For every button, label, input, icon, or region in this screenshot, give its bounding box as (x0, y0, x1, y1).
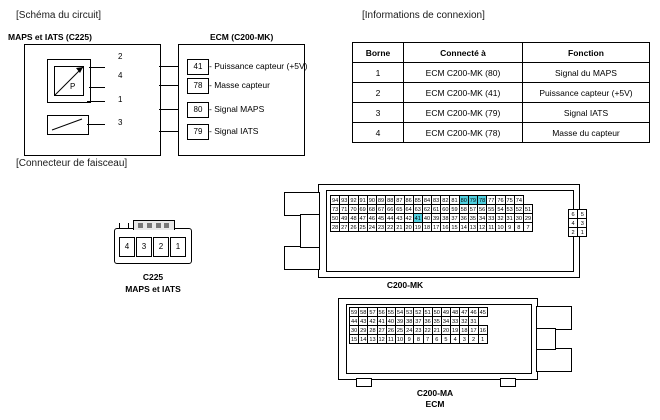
c200mk-side-pin: 3 (577, 218, 587, 228)
c200ma-pin: 50 (432, 307, 442, 317)
c200mk-pin: 35 (468, 213, 478, 223)
c225-cavity-3: 3 (136, 237, 152, 257)
table-header-connecte-a: Connecté à (404, 43, 523, 63)
c200mk-pin: 48 (348, 213, 358, 223)
c200mk-pin: 51 (523, 204, 533, 214)
c200mk-pin: 24 (367, 222, 377, 232)
c200mk-pin: 92 (348, 195, 358, 205)
c200mk-ear-bottom-left (284, 246, 320, 270)
c200mk-pin: 67 (376, 204, 386, 214)
sensor-schematic-box (24, 44, 161, 156)
c200mk-pin-80: 80 (459, 195, 469, 205)
c200ma-pin: 25 (395, 325, 405, 335)
c200ma-pin: 43 (358, 316, 368, 326)
c200mk-pin: 75 (505, 195, 515, 205)
table-row (353, 103, 650, 123)
c200ma-neck-right (536, 328, 556, 350)
c200mk-pin: 22 (385, 222, 395, 232)
c200mk-pin: 49 (339, 213, 349, 223)
c225-caption-desc: MAPS et IATS (125, 284, 181, 294)
c200mk-pin: 10 (495, 222, 505, 232)
c200mk-pin: 46 (367, 213, 377, 223)
c200mk-pin: 34 (477, 213, 487, 223)
c200mk-pin-78: 78 (477, 195, 487, 205)
c200mk-pin: 29 (523, 213, 533, 223)
c200mk-pin: 38 (440, 213, 450, 223)
c200ma-pin: 24 (404, 325, 414, 335)
c200mk-pin: 8 (514, 222, 524, 232)
c200mk-pin: 39 (431, 213, 441, 223)
c200ma-pin: 10 (395, 334, 405, 344)
c225-body (114, 228, 192, 264)
c200mk-pin: 53 (505, 204, 515, 214)
maps-sensor-symbol (47, 59, 91, 103)
sensor-terminal-2: 2 (118, 52, 123, 61)
c200ma-pin: 11 (386, 334, 396, 344)
wire-terminal-1 (159, 109, 178, 110)
c200mk-pin: 91 (358, 195, 368, 205)
cell-connecte-1: ECM C200-MK (80) (404, 63, 523, 83)
c200ma-pin: 2 (468, 334, 478, 344)
iats-sensor-symbol (47, 115, 89, 135)
c200mk-pin: 63 (413, 204, 423, 214)
c200mk-pin: 15 (449, 222, 459, 232)
c200ma-pin: 37 (413, 316, 423, 326)
table-row (353, 63, 650, 83)
c200ma-pin: 56 (377, 307, 387, 317)
ecm-pin-78: 78 (187, 78, 209, 94)
c200ma-pin: 42 (367, 316, 377, 326)
cell-fonction-4: Masse du capteur (523, 123, 650, 143)
cell-connecte-4: ECM C200-MK (78) (404, 123, 523, 143)
ecm-pin-78-label: - Masse capteur (209, 80, 270, 90)
c200ma-pin: 46 (468, 307, 478, 317)
c200ma-caption-desc: ECM (425, 399, 445, 409)
cell-borne-2: 2 (353, 83, 404, 103)
c200mk-pin: 28 (330, 222, 340, 232)
c225-caption-name: C225 (142, 272, 164, 282)
c200mk-pin: 56 (477, 204, 487, 214)
c200mk-pin: 82 (440, 195, 450, 205)
c200ma-pin: 21 (432, 325, 442, 335)
c200mk-pin: 88 (385, 195, 395, 205)
wire-terminal-3 (159, 131, 178, 132)
circuit-diagram-heading: [Schéma du circuit] (16, 10, 102, 21)
c200ma-pin: 58 (358, 307, 368, 317)
wire-terminal-2 (159, 66, 178, 67)
c200mk-pin: 65 (394, 204, 404, 214)
cell-connecte-2: ECM C200-MK (41) (404, 83, 523, 103)
c200mk-pin: 50 (330, 213, 340, 223)
c225-connector-drawing (108, 228, 198, 294)
c200ma-ear-bottom-right (536, 348, 572, 372)
c200mk-pin: 47 (358, 213, 368, 223)
sensor-box-title: MAPS et IATS (C225) (8, 32, 92, 42)
c200mk-neck-left (300, 214, 320, 248)
c200mk-side-row-3 (569, 228, 587, 237)
c200ma-pin: 16 (478, 325, 488, 335)
c200ma-pin: 53 (404, 307, 414, 317)
c200mk-pin: 86 (404, 195, 414, 205)
c200mk-pin: 54 (495, 204, 505, 214)
sensor-terminal-1: 1 (118, 95, 123, 104)
c200ma-pin: 55 (386, 307, 396, 317)
c200mk-pin: 60 (440, 204, 450, 214)
c200mk-pin: 25 (358, 222, 368, 232)
c200ma-pin: 3 (459, 334, 469, 344)
c200ma-caption-name: C200-MA (416, 388, 454, 398)
table-header-row (353, 43, 650, 63)
c200ma-pin-grid (350, 308, 488, 344)
c200mk-pin: 26 (348, 222, 358, 232)
c200ma-pin: 31 (468, 316, 478, 326)
c200ma-pin: 33 (450, 316, 460, 326)
c225-cavity-2: 2 (153, 237, 169, 257)
c200mk-pin: 13 (468, 222, 478, 232)
c200mk-pin: 52 (514, 204, 524, 214)
c200mk-pin: 64 (404, 204, 414, 214)
c200ma-pin: 12 (377, 334, 387, 344)
c200mk-pin: 87 (394, 195, 404, 205)
c200ma-pin: 17 (468, 325, 478, 335)
c200mk-pin: 16 (440, 222, 450, 232)
c200mk-pin: 42 (404, 213, 414, 223)
c200ma-pin: 34 (441, 316, 451, 326)
c200ma-pin: 51 (423, 307, 433, 317)
ecm-pin-80-label: - Signal MAPS (209, 104, 265, 114)
c200mk-pin: 43 (394, 213, 404, 223)
c200mk-pin: 90 (367, 195, 377, 205)
c200mk-pin: 83 (431, 195, 441, 205)
c200mk-pin: 30 (514, 213, 524, 223)
maps-pressure-label: P (70, 82, 76, 91)
c225-cavity-4: 4 (119, 237, 135, 257)
c200ma-pin: 5 (441, 334, 451, 344)
c200ma-pin: 35 (432, 316, 442, 326)
c200mk-pin: 37 (449, 213, 459, 223)
c200mk-pin: 66 (385, 204, 395, 214)
c200ma-pin: 30 (349, 325, 359, 335)
connection-info-heading: [Informations de connexion] (362, 10, 485, 21)
c200mk-pin: 33 (486, 213, 496, 223)
table-row (353, 123, 650, 143)
c200mk-pin: 31 (505, 213, 515, 223)
c200mk-pin-41: 41 (413, 213, 423, 223)
c200mk-ear-top-left (284, 192, 320, 216)
ecm-pin-41-label: - Puissance capteur (+5V) (209, 61, 308, 71)
c200mk-pin: 21 (394, 222, 404, 232)
cell-borne-4: 4 (353, 123, 404, 143)
c200mk-side-pin: 4 (568, 218, 578, 228)
c200mk-pin: 94 (330, 195, 340, 205)
c200ma-pin: 23 (413, 325, 423, 335)
c200mk-pin: 27 (339, 222, 349, 232)
cell-borne-3: 3 (353, 103, 404, 123)
c200ma-pin: 7 (423, 334, 433, 344)
c200mk-pin: 73 (330, 204, 340, 214)
c200mk-pin: 9 (505, 222, 515, 232)
c200ma-pin: 9 (404, 334, 414, 344)
cell-borne-1: 1 (353, 63, 404, 83)
c200mk-pin: 74 (514, 195, 524, 205)
c200mk-caption: C200-MK (386, 280, 424, 290)
c200ma-pin: 8 (413, 334, 423, 344)
ecm-box-title: ECM (C200-MK) (210, 32, 274, 42)
c200ma-pin: 22 (423, 325, 433, 335)
c200mk-pin: 76 (495, 195, 505, 205)
c200ma-pin: 41 (377, 316, 387, 326)
c200mk-pin: 58 (459, 204, 469, 214)
c200ma-pin: 52 (413, 307, 423, 317)
c200ma-pin: 26 (386, 325, 396, 335)
cell-connecte-3: ECM C200-MK (79) (404, 103, 523, 123)
c200ma-pin: 18 (459, 325, 469, 335)
c200ma-pin: 47 (459, 307, 469, 317)
c200ma-pin-row-4 (350, 335, 488, 344)
c225-cavity-1: 1 (170, 237, 186, 257)
c200ma-pin: 49 (441, 307, 451, 317)
c200ma-pin: 6 (432, 334, 442, 344)
c200mk-pin: 59 (449, 204, 459, 214)
c200ma-pin: 44 (349, 316, 359, 326)
c200mk-pin: 19 (413, 222, 423, 232)
c200ma-pin: 38 (404, 316, 414, 326)
c200mk-pin: 81 (449, 195, 459, 205)
c200ma-pin: 39 (395, 316, 405, 326)
c200mk-side-pin: 6 (568, 209, 578, 219)
c200mk-pin: 18 (422, 222, 432, 232)
connection-info-table (352, 42, 650, 143)
c200mk-pin-grid (331, 196, 533, 232)
ecm-pin-79: 79 (187, 124, 209, 140)
c200mk-pin: 20 (404, 222, 414, 232)
c200mk-side-pin-grid (569, 210, 587, 237)
ecm-pin-79-label: - Signal IATS (209, 126, 259, 136)
c200ma-pin: 27 (377, 325, 387, 335)
c200mk-pin: 68 (367, 204, 377, 214)
c200mk-pin: 44 (385, 213, 395, 223)
c200mk-pin: 55 (486, 204, 496, 214)
c200mk-side-pin: 1 (577, 227, 587, 237)
c200mk-pin-79: 79 (468, 195, 478, 205)
c200mk-pin: 11 (486, 222, 496, 232)
c200ma-pin: 48 (450, 307, 460, 317)
c200ma-pin: 13 (367, 334, 377, 344)
c200ma-pin: 36 (423, 316, 433, 326)
table-row (353, 83, 650, 103)
c200mk-pin: 40 (422, 213, 432, 223)
c200mk-pin: 14 (459, 222, 469, 232)
c200ma-pin: 32 (459, 316, 469, 326)
c225-lock-tab (133, 220, 175, 230)
c200ma-pin: 20 (441, 325, 451, 335)
c200ma-pin: 54 (395, 307, 405, 317)
c200mk-pin: 32 (495, 213, 505, 223)
c200mk-pin: 23 (376, 222, 386, 232)
c200ma-pin: 57 (367, 307, 377, 317)
c200ma-pin: 14 (358, 334, 368, 344)
c200mk-pin: 45 (376, 213, 386, 223)
c200mk-pin: 69 (358, 204, 368, 214)
c200mk-pin: 7 (523, 222, 533, 232)
c200ma-pin: 59 (349, 307, 359, 317)
c200ma-pin: 19 (450, 325, 460, 335)
c200ma-pin: 4 (450, 334, 460, 344)
c200ma-pin: 29 (358, 325, 368, 335)
c200ma-pin: 28 (367, 325, 377, 335)
wire-terminal-4 (159, 85, 178, 86)
table-header-fonction: Fonction (523, 43, 650, 63)
c200ma-pin: 45 (478, 307, 488, 317)
c200mk-pin: 17 (431, 222, 441, 232)
ecm-schematic-box (178, 44, 308, 156)
ecm-pin-80: 80 (187, 102, 209, 118)
c200ma-pin: 40 (386, 316, 396, 326)
c200ma-ear-top-right (536, 306, 572, 330)
harness-connector-heading: [Connecteur de faisceau] (16, 158, 128, 169)
c200ma-pin: 15 (349, 334, 359, 344)
c200mk-pin: 85 (413, 195, 423, 205)
sensor-terminal-3: 3 (118, 118, 123, 127)
c200mk-side-pin: 5 (577, 209, 587, 219)
sensor-terminal-4: 4 (118, 71, 123, 80)
cell-fonction-3: Signal IATS (523, 103, 650, 123)
c200mk-pin: 70 (348, 204, 358, 214)
c200mk-pin: 61 (431, 204, 441, 214)
c200mk-pin: 57 (468, 204, 478, 214)
cell-fonction-1: Signal du MAPS (523, 63, 650, 83)
c200mk-pin: 89 (376, 195, 386, 205)
c200mk-pin: 77 (486, 195, 496, 205)
c200ma-tab-left (356, 378, 372, 387)
c200mk-pin: 12 (477, 222, 487, 232)
c200mk-side-pin: 2 (568, 227, 578, 237)
ecm-pin-41: 41 (187, 59, 209, 75)
cell-fonction-2: Puissance capteur (+5V) (523, 83, 650, 103)
c200mk-pin: 93 (339, 195, 349, 205)
table-header-borne: Borne (353, 43, 404, 63)
c200mk-pin: 36 (459, 213, 469, 223)
c200ma-tab-right (500, 378, 516, 387)
c200mk-pin-row-4 (331, 223, 533, 232)
c200mk-pin: 71 (339, 204, 349, 214)
c200ma-pin: 1 (478, 334, 488, 344)
c200mk-pin: 84 (422, 195, 432, 205)
c200mk-pin: 62 (422, 204, 432, 214)
